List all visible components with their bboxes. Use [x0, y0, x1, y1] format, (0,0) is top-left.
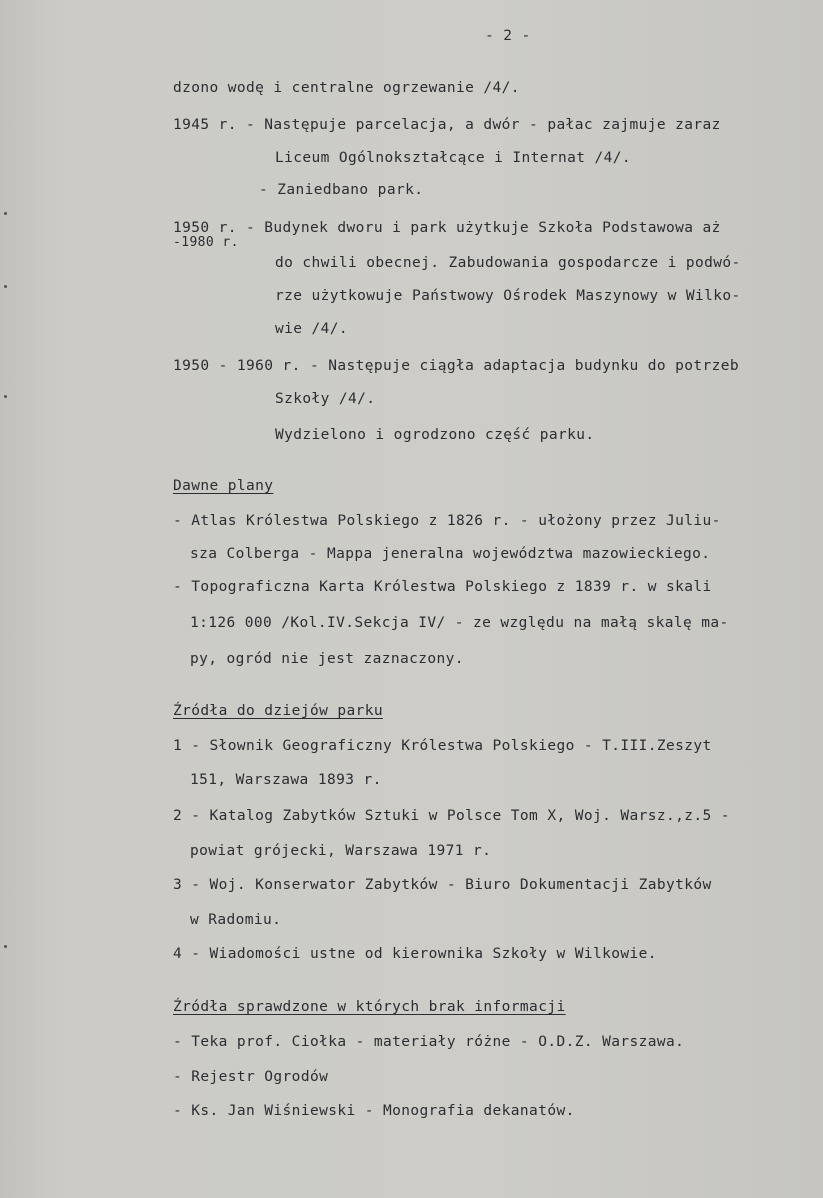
text-line: powiat grójecki, Warszawa 1971 r. [190, 843, 492, 859]
page-number: - 2 - [485, 28, 531, 44]
text-line: rze użytkowuje Państwowy Ośrodek Maszynowy w Wilko- [275, 288, 741, 304]
margin-mark [4, 395, 7, 398]
margin-mark [4, 212, 7, 215]
section-heading: Źródła do dziejów parku [173, 703, 383, 719]
text-line: 1945 r. - Następuje parcelacja, a dwór - pałac zajmuje zaraz [173, 117, 721, 133]
text-line: wie /4/. [275, 321, 349, 337]
text-line: - Teka prof. Ciołka - materiały różne - O.D.Z. Warszawa. [173, 1034, 685, 1050]
text-line: - Atlas Królestwa Polskiego z 1826 r. - ułożony przez Juliu- [173, 513, 721, 529]
text-line: 1950 - 1960 r. - Następuje ciągła adaptacja budynku do potrzeb [173, 358, 740, 374]
margin-mark [4, 945, 7, 948]
text-line: Wydzielono i ogrodzono część parku. [275, 427, 595, 443]
text-line: -1980 r. [173, 235, 239, 250]
text-line: sza Colberga - Mappa jeneralna województwa mazowieckiego. [190, 546, 711, 562]
text-line: dzono wodę i centralne ogrzewanie /4/. [173, 80, 520, 96]
text-line: - Topograficzna Karta Królestwa Polskiego z 1839 r. w skali [173, 579, 712, 595]
text-line: 1950 r. - Budynek dworu i park użytkuje Szkoła Podstawowa aż [173, 220, 721, 236]
text-line: Liceum Ogólnokształcące i Internat /4/. [275, 150, 632, 166]
text-line: - Ks. Jan Wiśniewski - Monografia dekanatów. [173, 1103, 575, 1119]
text-line: w Radomiu. [190, 912, 282, 928]
text-line: 4 - Wiadomości ustne od kierownika Szkoły w Wilkowie. [173, 946, 657, 962]
text-line: 3 - Woj. Konserwator Zabytków - Biuro Dokumentacji Zabytków [173, 877, 712, 893]
text-line: - Zaniedbano park. [259, 182, 424, 198]
text-line: 151, Warszawa 1893 r. [190, 772, 382, 788]
text-line: py, ogród nie jest zaznaczony. [190, 651, 464, 667]
text-line: do chwili obecnej. Zabudowania gospodarcze i podwó- [275, 255, 741, 271]
text-line: 1:126 000 /Kol.IV.Sekcja IV/ - ze względu na małą skalę ma- [190, 615, 729, 631]
margin-mark [4, 285, 7, 288]
section-heading: Źródła sprawdzone w których brak informacji [173, 999, 566, 1015]
text-line: - Rejestr Ogrodów [173, 1069, 329, 1085]
text-line: 1 - Słownik Geograficzny Królestwa Polskiego - T.III.Zeszyt [173, 738, 712, 754]
text-line: 2 - Katalog Zabytków Sztuki w Polsce Tom X, Woj. Warsz.,z.5 - [173, 808, 730, 824]
section-heading: Dawne plany [173, 478, 274, 494]
text-line: Szkoły /4/. [275, 391, 376, 407]
